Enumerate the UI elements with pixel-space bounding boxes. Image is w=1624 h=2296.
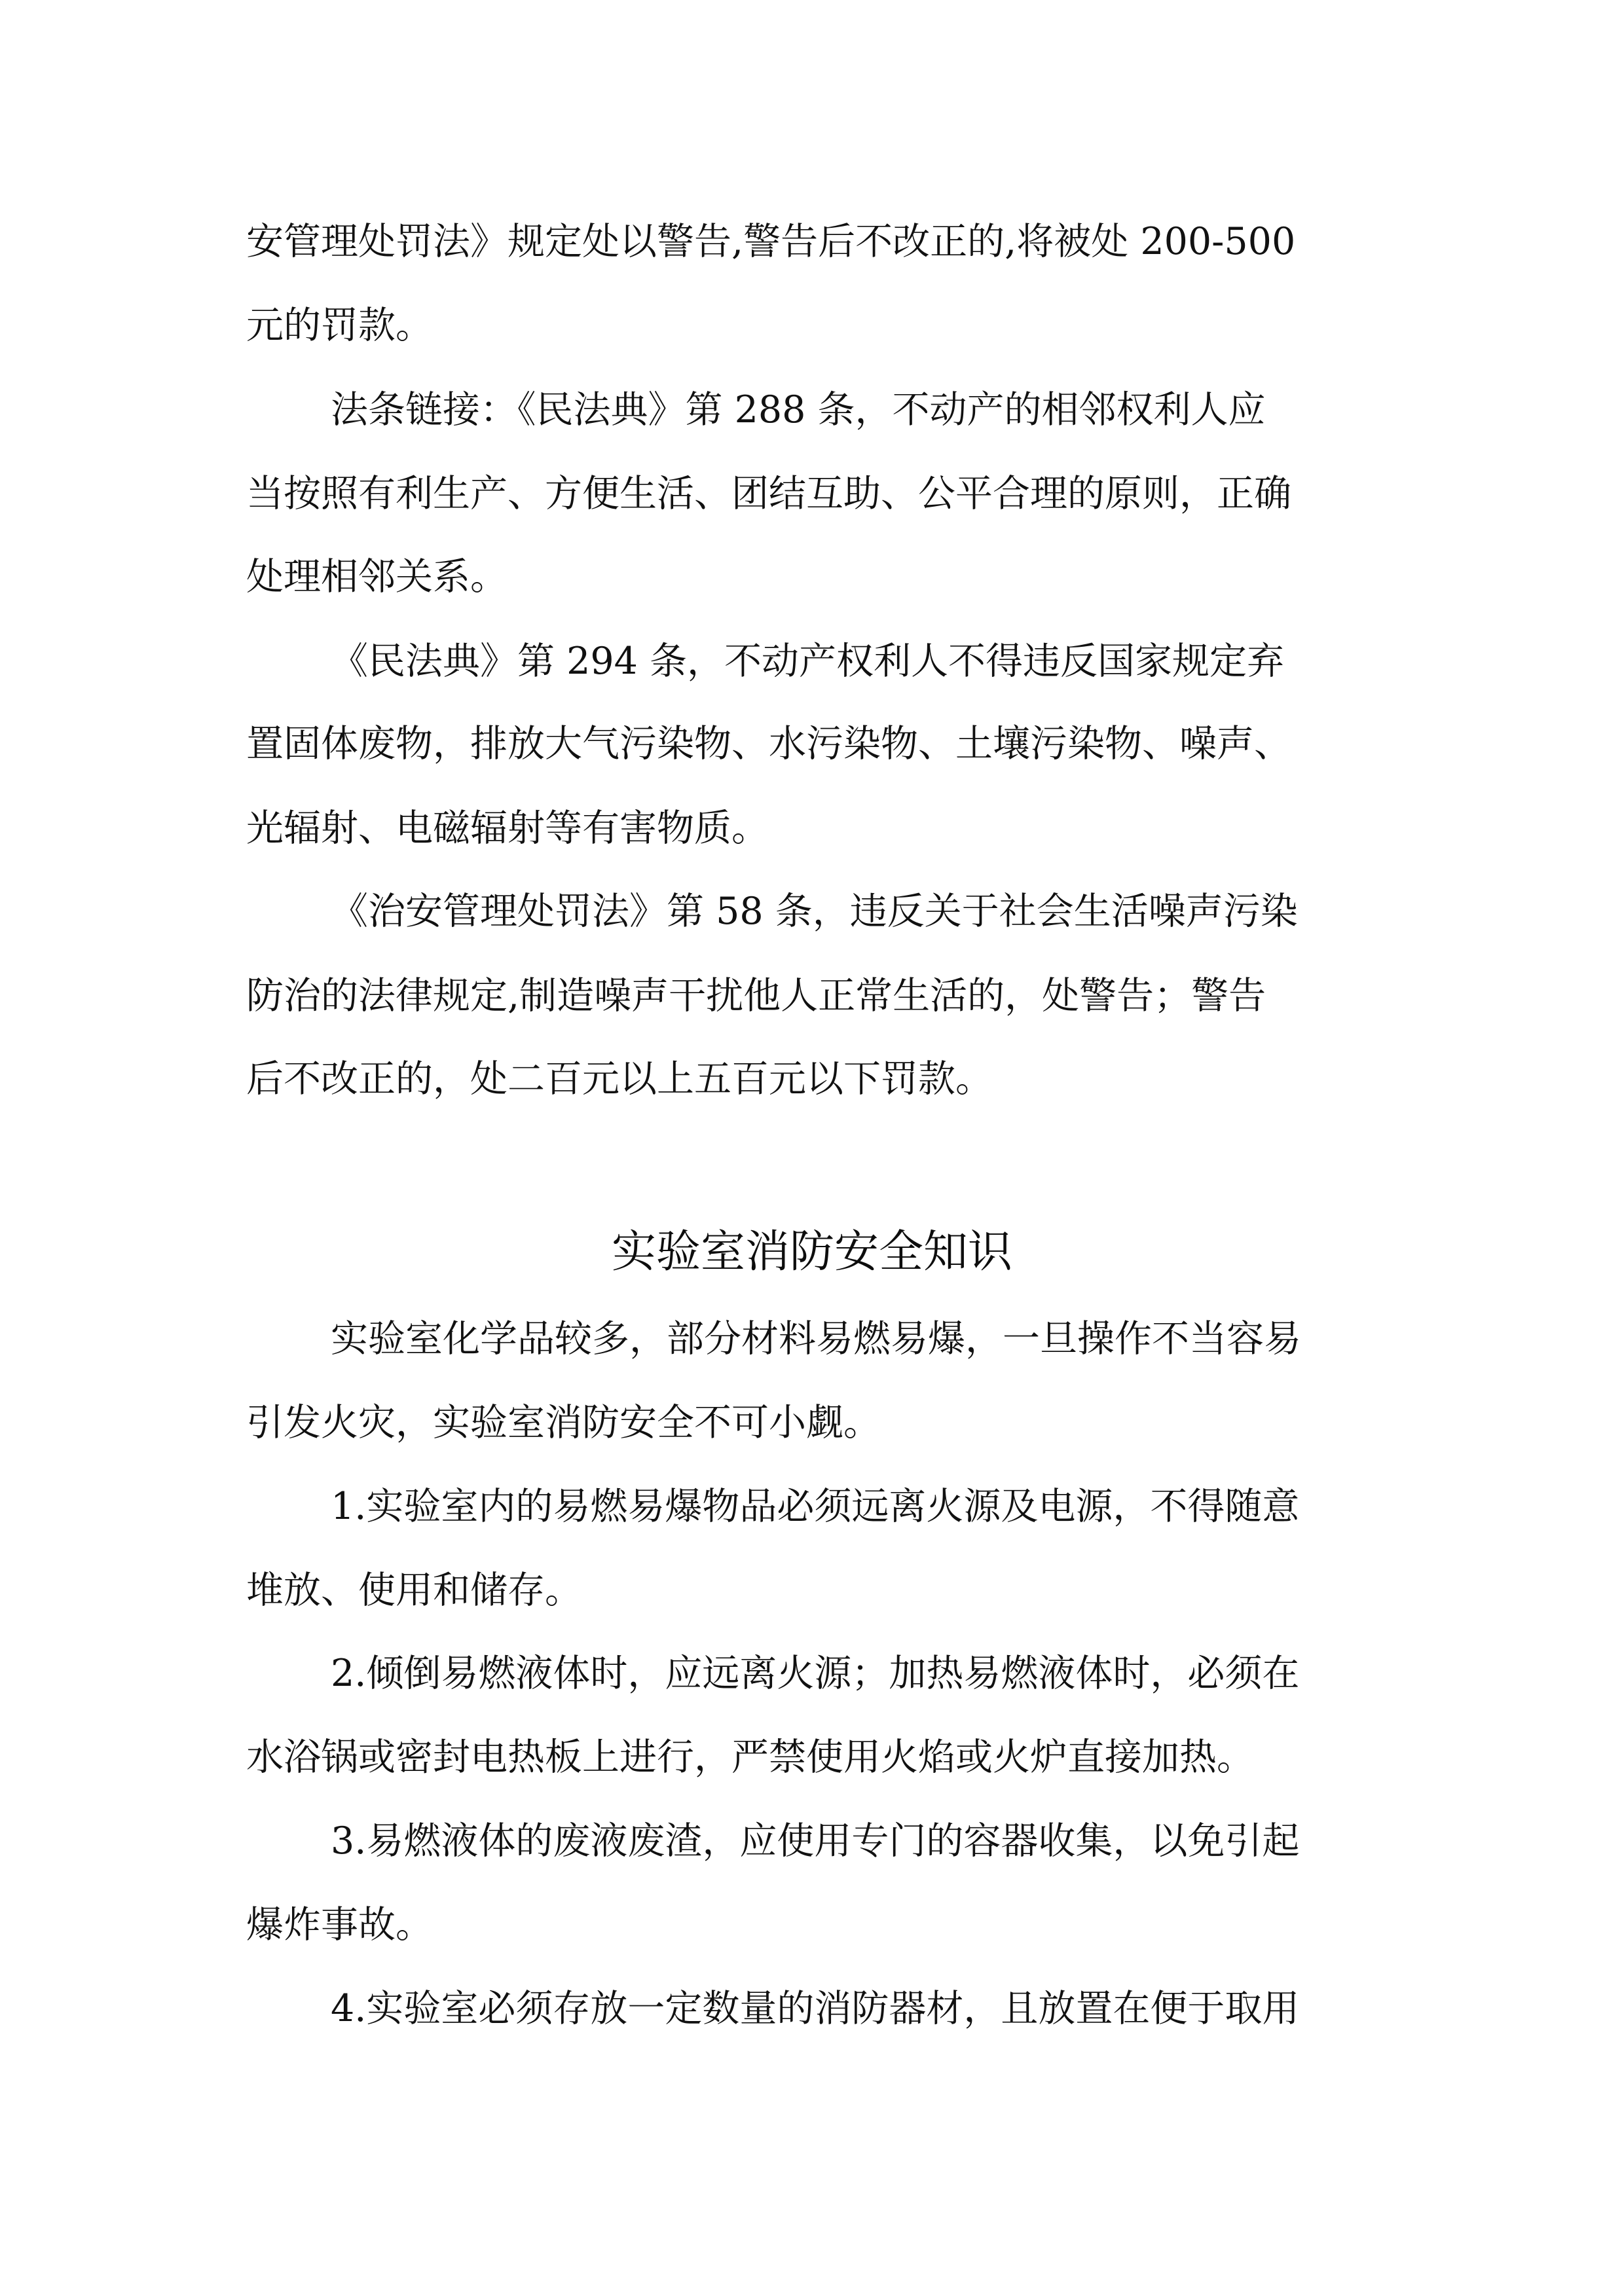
list-item-line: 堆放、使用和储存。 (246, 1569, 582, 1612)
section-title: 实验室消防安全知识 (611, 1226, 1012, 1278)
paragraph-line: 当按照有利生产、方便生活、团结互助、公平合理的原则，正确 (246, 472, 1291, 515)
paragraph-line: 处理相邻关系。 (246, 555, 507, 598)
paragraph-line: 《民法典》第 294 条，不动产权利人不得违反国家规定弃 (331, 640, 1285, 683)
list-item-line: 4.实验室必须存放一定数量的消防器材，且放置在便于取用 (331, 1987, 1300, 2030)
paragraph-line: 安管理处罚法》规定处以警告,警告后不改正的,将被处 200-500 (246, 220, 1296, 263)
paragraph-line: 防治的法律规定,制造噪声干扰他人正常生活的，处警告；警告 (246, 974, 1266, 1017)
list-item-line: 水浴锅或密封电热板上进行，严禁使用火焰或火炉直接加热。 (246, 1736, 1254, 1779)
paragraph-line: 引发火灾，实验室消防安全不可小觑。 (246, 1401, 881, 1444)
list-item-line: 爆炸事故。 (246, 1903, 433, 1946)
paragraph-line: 法条链接：《民法典》第 288 条，不动产的相邻权利人应 (331, 388, 1266, 431)
paragraph-line: 置固体废物，排放大气污染物、水污染物、土壤污染物、噪声、 (246, 722, 1291, 765)
list-item-line: 3.易燃液体的废液废渣，应使用专门的容器收集，以免引起 (331, 1819, 1300, 1863)
paragraph-line: 实验室化学品较多，部分材料易燃易爆，一旦操作不当容易 (331, 1317, 1301, 1360)
paragraph-line: 《治安管理处罚法》第 58 条，违反关于社会生活噪声污染 (331, 890, 1298, 933)
paragraph-line: 后不改正的，处二百元以上五百元以下罚款。 (246, 1057, 993, 1101)
paragraph-line: 元的罚款。 (246, 304, 433, 347)
list-item-line: 1.实验室内的易燃易爆物品必须远离火源及电源，不得随意 (331, 1485, 1300, 1528)
list-item-line: 2.倾倒易燃液体时，应远离火源；加热易燃液体时，必须在 (331, 1652, 1300, 1695)
paragraph-line: 光辐射、电磁辐射等有害物质。 (246, 807, 769, 850)
